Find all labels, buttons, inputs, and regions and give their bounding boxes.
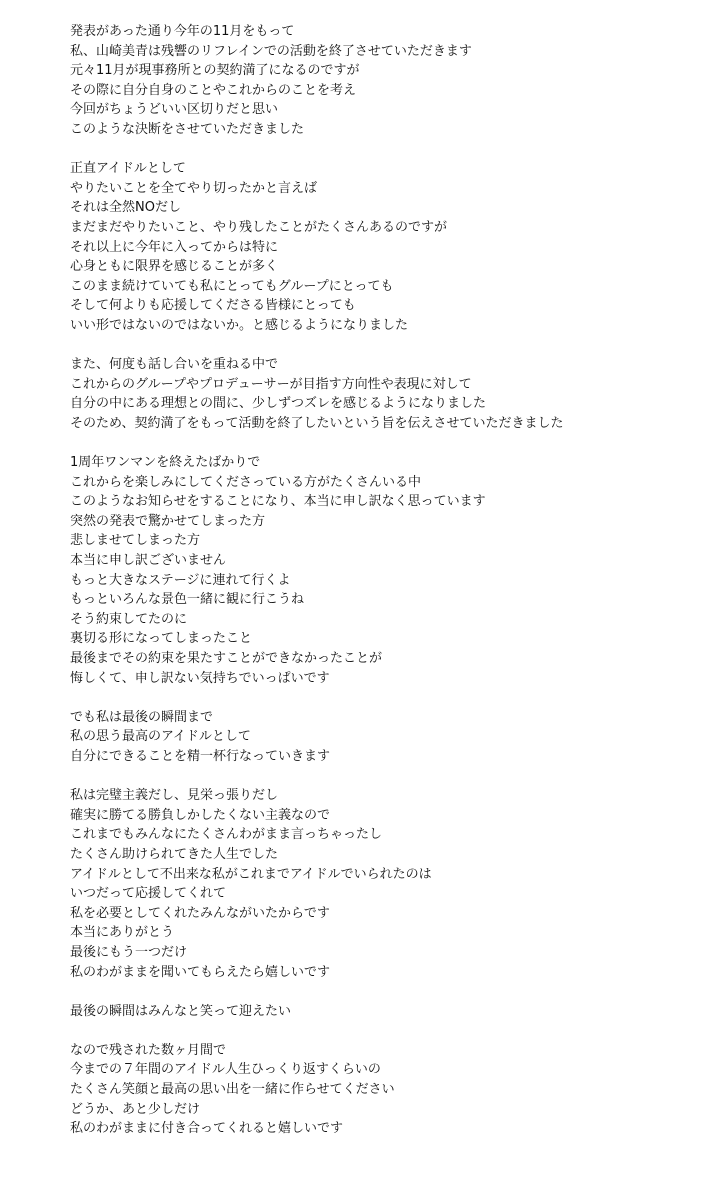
paragraph <box>70 159 700 335</box>
text-line: その際に自分自身のことやこれからのことを考え <box>70 82 357 98</box>
text-line: 今回がちょうどいい区切りだと思い <box>70 102 279 118</box>
text-line: 最後までその約束を果たすことができなかったことが <box>70 651 383 666</box>
text-line: もっといろんな景色一緒に観に行こうね <box>70 592 305 608</box>
text-line: 最後にもう一つだけ <box>70 944 188 960</box>
text-line: 今までの７年間のアイドル人生ひっくり返すくらいの <box>70 1062 381 1078</box>
text-line: 発表があった通り今年の11月をもって <box>70 24 295 39</box>
text-line: そう約束してたのに <box>70 611 188 627</box>
paragraph <box>70 355 700 433</box>
text-line: そのため、契約満了をもって活動を終了したいという旨を伝えさせていただきました <box>70 415 564 431</box>
text-line: これまでもみんなにたくさんわがまま言っちゃったし <box>70 827 383 843</box>
text-line: いい形ではないのではないか。と感じるようになりました <box>70 317 409 333</box>
text-line: 私のわがままを聞いてもらえたら嬉しいです <box>70 964 331 980</box>
text-line: まだまだやりたいこと、やり残したことがたくさんあるのですが <box>70 219 448 235</box>
text-line: それ以上に今年に入ってからは特に <box>70 239 279 255</box>
text-line: 突然の発表で驚かせてしまった方 <box>70 513 266 529</box>
text-line: もっと大きなステージに連れて行くよ <box>70 572 291 588</box>
announcement-document <box>70 22 700 1158</box>
text-line: いつだって応援してくれて <box>70 886 227 902</box>
text-line: 悔しくて、申し訳ない気持ちでいっぱいです <box>70 670 330 686</box>
text-line: 心身ともに限界を感じることが多く <box>70 259 279 275</box>
text-line: このような決断をさせていただきました <box>70 121 305 137</box>
paragraph <box>70 708 700 767</box>
text-line: 私を必要としてくれたみんながいたからです <box>70 905 330 921</box>
text-line: 自分にできることを精一杯行なっていきます <box>70 748 331 764</box>
paragraph <box>70 1041 700 1139</box>
text-line: 元々11月が現事務所との契約満了になるのですが <box>70 63 360 79</box>
text-line: どうか、あと少しだけ <box>70 1101 201 1117</box>
text-line: なので残された数ヶ月間で <box>70 1042 227 1058</box>
paragraph <box>70 1002 700 1022</box>
text-line: でも私は最後の瞬間まで <box>70 709 214 725</box>
text-line: 正直アイドルとして <box>70 161 186 177</box>
text-line: やりたいことを全てやり切ったかと言えば <box>70 180 318 196</box>
text-line: 本当に申し訳ございません <box>70 553 227 569</box>
text-line: 私のわがままに付き合ってくれると嬉しいです <box>70 1121 344 1137</box>
paragraph <box>70 453 700 688</box>
text-line: また、何度も話し合いを重ねる中で <box>70 357 279 373</box>
text-line: 裏切る形になってしまったこと <box>70 631 253 647</box>
text-line: 私、山崎美青は残響のリフレインでの活動を終了させていただきます <box>70 43 472 59</box>
text-line: アイドルとして不出来な私がこれまでアイドルでいられたのは <box>70 866 432 882</box>
text-line: たくさん笑顔と最高の思い出を一緒に作らせてください <box>70 1082 395 1098</box>
text-line: 本当にありがとう <box>70 925 175 941</box>
text-line: そして何よりも応援してくださる皆様にとっても <box>70 298 356 314</box>
text-line: 1周年ワンマンを終えたばかりで <box>70 455 261 471</box>
text-line: 確実に勝てる勝負しかしたくない主義なので <box>70 807 331 823</box>
text-line: このようなお知らせをすることになり、本当に申し訳なく思っています <box>70 494 486 510</box>
text-line: 私の思う最高のアイドルとして <box>70 729 251 745</box>
text-line: 最後の瞬間はみんなと笑って迎えたい <box>70 1003 292 1019</box>
paragraph <box>70 786 700 982</box>
text-line: これからを楽しみにしてくださっている方がたくさんいる中 <box>70 474 422 490</box>
text-line: たくさん助けられてきた人生でした <box>70 846 279 862</box>
text-line: 私は完璧主義だし、見栄っ張りだし <box>70 788 279 804</box>
text-line: それは全然NOだし <box>70 200 181 216</box>
text-line: このまま続けていても私にとってもグループにとっても <box>70 278 394 294</box>
text-line: 悲しませてしまった方 <box>70 533 201 549</box>
paragraph <box>70 22 700 140</box>
text-line: これからのグループやプロデューサーが目指す方向性や表現に対して <box>70 376 472 392</box>
text-line: 自分の中にある理想との間に、少しずつズレを感じるようになりました <box>70 396 487 412</box>
